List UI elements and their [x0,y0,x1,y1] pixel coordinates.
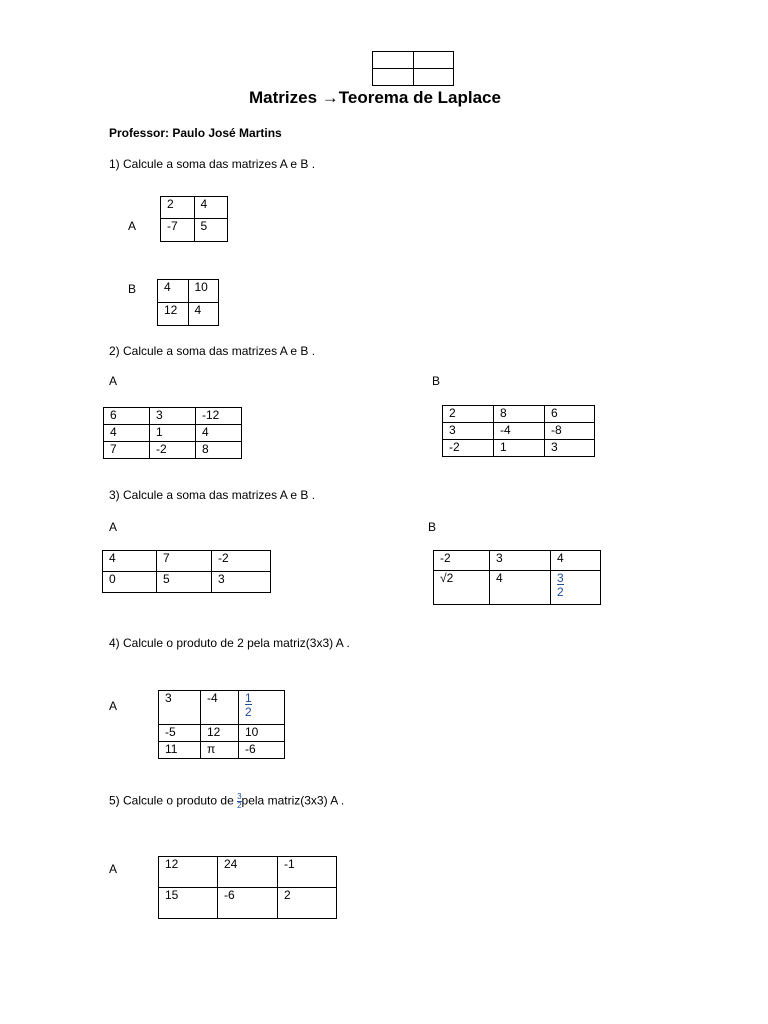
matrix-cell: 0 [103,572,157,593]
matrix-cell: 4 [158,280,189,303]
fraction-denominator: 2 [245,705,252,719]
matrix-cell: 3 [212,572,271,593]
professor-name: Professor: Paulo José Martins [109,126,282,140]
matrix-cell: 5 [157,572,212,593]
matrix-cell: 11 [159,742,201,759]
q1-label-b: B [128,282,137,296]
matrix-cell: 6 [104,408,150,425]
fraction [245,692,252,718]
header-grid-cell [413,52,454,69]
matrix-cell: -7 [161,219,195,242]
matrix-cell: -6 [218,888,278,919]
q3-label-a: A [109,520,118,534]
matrix-cell: 24 [218,857,278,888]
matrix-cell: 1 [150,425,196,442]
q2-matrix-b [442,405,595,457]
matrix-cell: 10 [188,280,219,303]
matrix-cell: -2 [434,551,490,571]
fraction-numerator: 3 [237,792,242,801]
matrix-cell: -2 [150,442,196,459]
q4-matrix-a [158,690,285,759]
q1-matrix-b [157,279,219,326]
matrix-cell: 4 [103,551,157,572]
question-5-text [109,793,344,810]
fraction-numerator: 1 [245,691,252,705]
q2-label-a: A [109,374,118,388]
matrix-cell: 3 [159,691,201,725]
matrix-cell: -5 [159,725,201,742]
matrix-cell: π [201,742,239,759]
header-grid-cell [373,69,414,86]
q1-matrix-a [160,196,228,242]
matrix-cell: 3 [150,408,196,425]
matrix-cell: 3 [490,551,551,571]
q2-matrix-a [103,407,242,459]
matrix-cell: -2 [212,551,271,572]
matrix-cell: 3 [545,440,595,457]
q3-label-b: B [428,520,437,534]
q3-matrix-b [433,550,601,605]
matrix-cell: -8 [545,423,595,440]
header-grid-cell [413,69,454,86]
q5-label-a: A [109,862,118,876]
matrix-cell: -4 [494,423,545,440]
matrix-cell: 8 [494,406,545,423]
question-5-text-before: 5) Calcule o produto de [109,793,238,808]
q5-matrix-a [158,856,337,919]
matrix-cell: -4 [201,691,239,725]
fraction-numerator: 3 [557,571,564,585]
matrix-cell: 7 [104,442,150,459]
matrix-cell: √2 [434,571,490,605]
matrix-cell: 4 [188,303,219,326]
matrix-cell: 2 [278,888,337,919]
fraction [557,572,564,598]
matrix-cell: 4 [551,551,601,571]
matrix-cell: 12 [201,725,239,742]
q2-label-b: B [432,374,441,388]
page-title: Matrizes →Teorema de Laplace [249,88,501,107]
header-grid-cell [373,52,414,69]
matrix-cell: 10 [239,725,285,742]
matrix-cell: 7 [157,551,212,572]
matrix-cell: -6 [239,742,285,759]
q1-label-a: A [128,219,137,233]
matrix-cell: 4 [196,425,242,442]
q4-label-a: A [109,699,118,713]
matrix-cell: 6 [545,406,595,423]
question-4-text: 4) Calcule o produto de 2 pela matriz(3x3) A . [109,636,350,650]
matrix-cell: 12 [159,857,218,888]
matrix-cell: 2 [443,406,494,423]
matrix-cell: -2 [443,440,494,457]
matrix-cell-fraction [239,691,285,725]
matrix-cell: 15 [159,888,218,919]
q3-matrix-a [102,550,271,593]
question-1-text: 1) Calcule a soma das matrizes A e B . [109,157,316,171]
matrix-cell: 5 [194,219,228,242]
question-2-text: 2) Calcule a soma das matrizes A e B . [109,344,316,358]
matrix-cell: 8 [196,442,242,459]
matrix-cell: 3 [443,423,494,440]
matrix-cell: 4 [194,197,228,219]
matrix-cell: 2 [161,197,195,219]
fraction-denominator: 2 [237,801,242,810]
question-5-text-after: pela matriz(3x3) A . [241,793,345,808]
matrix-cell: 4 [104,425,150,442]
matrix-cell: 12 [158,303,189,326]
fraction-denominator: 2 [557,585,564,599]
matrix-cell: -1 [278,857,337,888]
matrix-cell: -12 [196,408,242,425]
header-grid [372,51,454,86]
matrix-cell: 4 [490,571,551,605]
matrix-cell: 1 [494,440,545,457]
question-3-text: 3) Calcule a soma das matrizes A e B . [109,488,316,502]
matrix-cell-fraction [551,571,601,605]
